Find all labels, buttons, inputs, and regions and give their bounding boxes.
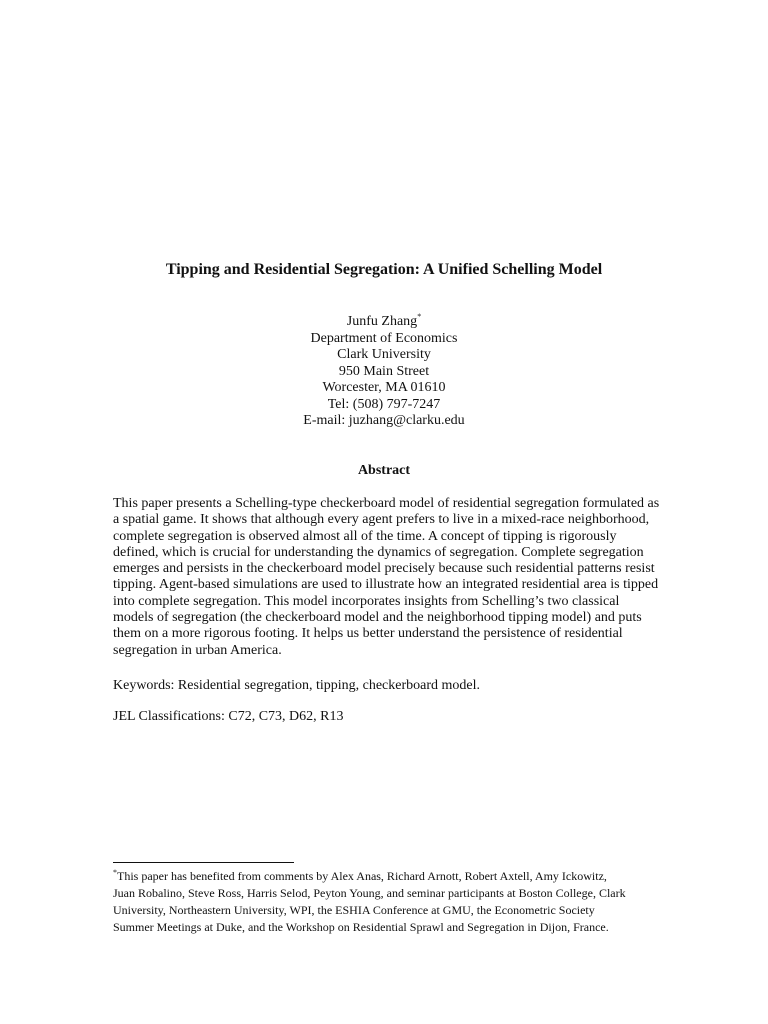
author-phone: Tel: (508) 797-7247 [327, 396, 441, 412]
abstract-body [113, 496, 673, 659]
abstract-line: models of segregation (the checkerboard model and the neighborhood tipping model) and puts [113, 610, 642, 626]
footnote [113, 868, 673, 936]
author-street: 950 Main Street [338, 363, 430, 379]
abstract-line: into complete segregation. This model incorporates insights from Schelling’s two classical [113, 593, 620, 609]
abstract-heading: Abstract [357, 463, 411, 478]
author-block [0, 314, 768, 430]
abstract-line: them on a more rigorous footing. It helps us better understand the persistence of residential [113, 626, 623, 642]
footnote-line-text: This paper has benefited from comments by Alex Anas, Richard Arnott, Robert Axtell, Amy Ickowitz, [117, 869, 607, 883]
abstract-line: a spatial game. It shows that although every agent prefers to live in a mixed-race neighborhood, [113, 512, 650, 528]
footnote-mark: * [113, 868, 117, 877]
abstract-line: This paper presents a Schelling-type checkerboard model of residential segregation formulated as [113, 496, 660, 511]
author-city: Worcester, MA 01610 [322, 380, 446, 395]
keywords: Keywords: Residential segregation, tipping, checkerboard model. [113, 678, 481, 693]
author-line [0, 314, 768, 331]
abstract-line: segregation in urban America. [113, 642, 282, 658]
author-email: E-mail: juzhang@clarku.edu [303, 413, 465, 428]
author-institution: Clark University [337, 347, 431, 362]
abstract-line: complete segregation is observed almost all of the time. A concept of tipping is rigorously [113, 528, 617, 544]
footnote-line: University, Northeastern University, WPI, the ESHIA Conference at GMU, the Econometric Society [113, 903, 595, 917]
paper-title: Tipping and Residential Segregation: A Unified Schelling Model [165, 261, 603, 278]
author-footnote-mark: * [417, 312, 422, 321]
author-name: Junfu Zhang [346, 314, 418, 329]
abstract-line: emerges and persists in the checkerboard model precisely because such residential patterns resist [113, 561, 655, 577]
abstract-line: defined, which is crucial for understanding the dynamics of segregation. Complete segregation [113, 544, 644, 560]
footnote-line: Summer Meetings at Duke, and the Workshop on Residential Sprawl and Segregation in Dijon, France. [113, 920, 609, 934]
jel-classifications: JEL Classifications: C72, C73, D62, R13 [113, 709, 344, 724]
footnote-line: Juan Robalino, Steve Ross, Harris Selod, Peyton Young, and seminar participants at Boston College, Clark [113, 886, 626, 900]
footnote-divider [113, 862, 294, 863]
abstract-line: tipping. Agent-based simulations are used to illustrate how an integrated residential area is tipped [113, 577, 659, 593]
author-department: Department of Economics [310, 330, 458, 346]
footnote-line [113, 868, 673, 885]
